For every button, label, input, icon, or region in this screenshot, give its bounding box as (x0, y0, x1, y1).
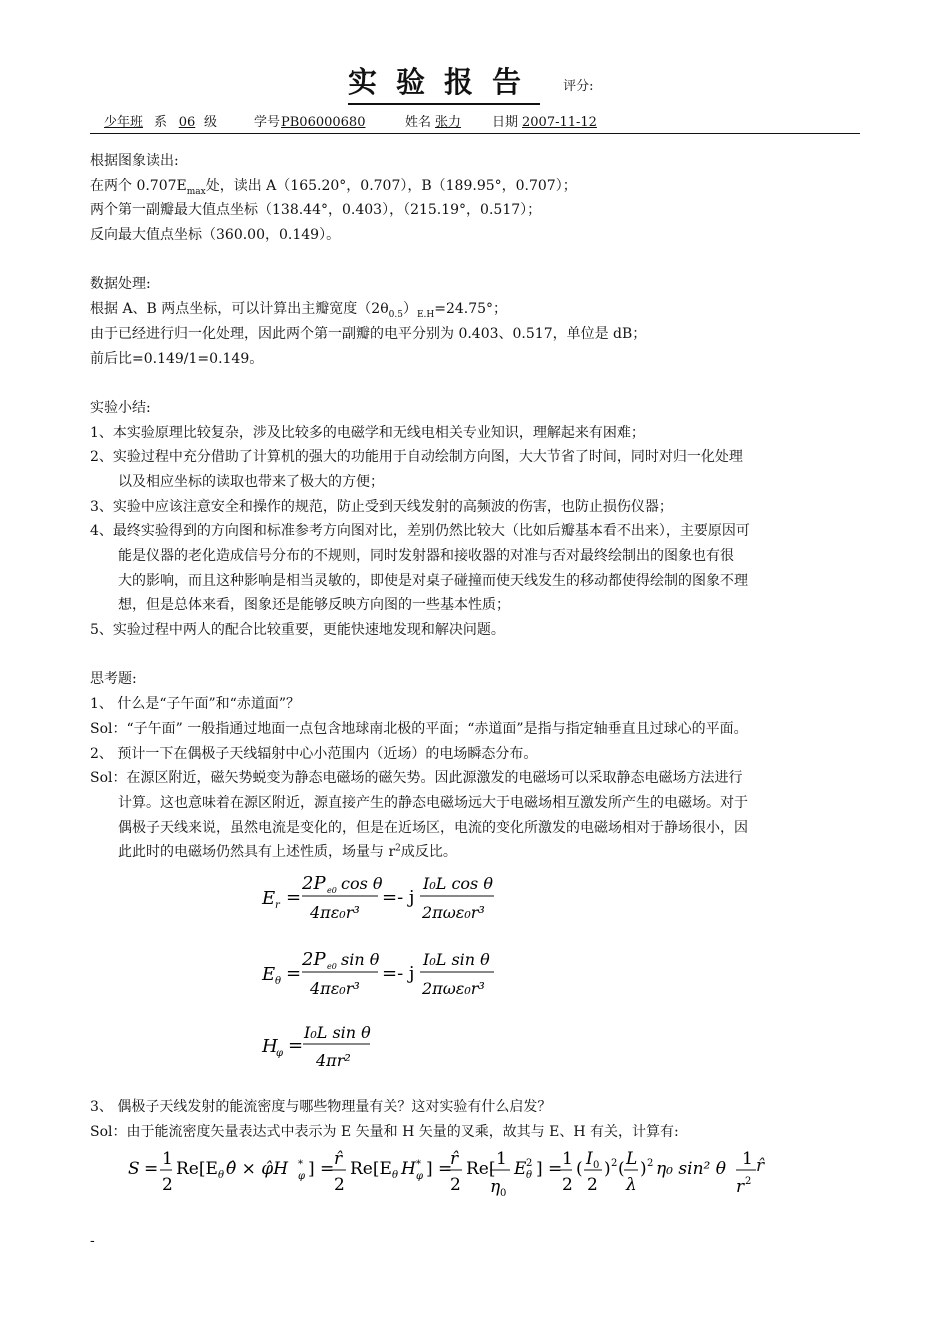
svg-text:I₀L sin θ: I₀L sin θ (423, 950, 490, 969)
svg-text:(: ( (618, 1159, 625, 1179)
svg-text:2P: 2P (302, 873, 326, 894)
svg-text:φ: φ (416, 1171, 424, 1182)
svg-text:*: * (416, 1159, 421, 1170)
formula-er-lhs: E (262, 888, 276, 909)
name-label: 姓名 (405, 115, 432, 130)
svg-text:θ̂ × φ̂H: θ̂ × φ̂H (226, 1159, 289, 1179)
answer-2: Sol：在源区附近，磁矢势蜕变为静态电磁场的磁矢势。因此源激发的电磁场可以采取静态电磁场方法进行 (90, 770, 743, 787)
footer-mark: - (90, 1233, 95, 1249)
svg-text:η₀ sin² θ: η₀ sin² θ (656, 1159, 726, 1179)
svg-text:2: 2 (450, 1175, 461, 1195)
question-3: 3、 偶极子天线发射的能流密度与哪些物理量有关？这对实验有什么启发？ (90, 1099, 552, 1115)
answer-2-cont-1: 计算。这也意味着在源区附近，源直接产生的静态电磁场远大于电磁场相互激发所产生的电磁场。对于 (118, 794, 748, 811)
summary-item-3: 3、实验中应该注意安全和操作的规范，防止受到天线发射的高频波的伤害，也防止损伤仪器； (90, 498, 673, 515)
svg-text:2: 2 (334, 1175, 345, 1195)
svg-text:4πε₀r³: 4πε₀r³ (310, 979, 360, 998)
svg-text:r̂: r̂ (334, 1149, 343, 1169)
svg-text:(: ( (576, 1159, 583, 1179)
svg-text:r: r (275, 900, 280, 911)
report-title: 实验报告 (348, 60, 540, 105)
svg-text:=: = (286, 887, 302, 908)
svg-text:E: E (514, 1159, 527, 1179)
grade-label: 级 (204, 115, 218, 130)
svg-text:Re[E: Re[E (176, 1159, 218, 1179)
processing-line-1: 根据 A、B 两点坐标，可以计算出主瓣宽度$(2\theta_{0.5})_{E.H}=24.75^\circ$； (90, 301, 508, 320)
svg-text:2πωε₀r³: 2πωε₀r³ (422, 979, 485, 998)
svg-text:η: η (490, 1177, 501, 1197)
svg-text:θ: θ (218, 1170, 225, 1181)
report-header (348, 60, 594, 104)
svg-text:2: 2 (647, 1158, 654, 1169)
answer-2-cont-3: 此此时的电磁场仍然具有上述性质，场量与 $r^2$成反比。 (118, 843, 457, 861)
svg-text:1: 1 (496, 1149, 507, 1169)
svg-text:E: E (262, 964, 276, 985)
svg-text:2: 2 (611, 1158, 618, 1169)
svg-text:] =: ] = (536, 1159, 563, 1179)
readings-heading: 根据图象读出: (90, 153, 179, 169)
svg-text:θ: θ (526, 1170, 533, 1181)
report-date: 2007-11-12 (522, 115, 597, 130)
score-label: 评分: (563, 79, 594, 94)
svg-text:=- j: =- j (382, 963, 415, 984)
summary-item-2-cont: 以及相应坐标的读取也带来了极大的方便； (118, 473, 384, 490)
summary-heading: 实验小结: (90, 399, 151, 416)
question-1: 1、 什么是“子午面”和“赤道面”？ (90, 696, 300, 713)
summary-item-4: 4、最终实验得到的方向图和标准参考方向图对比，差别仍然比较大（比如后瓣基本看不出来），主要原因可 (90, 523, 750, 540)
svg-text:2πωε₀r³: 2πωε₀r³ (422, 903, 485, 922)
dept-label: 系 (154, 115, 168, 130)
svg-text:4πε₀r³: 4πε₀r³ (310, 903, 360, 922)
question-2: 2、 预计一下在偶极子天线辐射中心小范围内（近场）的电场瞬态分布。 (90, 745, 538, 762)
formula-er (258, 866, 518, 926)
svg-text:r: r (736, 1177, 745, 1197)
svg-text:cos θ: cos θ (341, 874, 383, 893)
svg-text:φ: φ (276, 1048, 284, 1059)
formula-etheta (258, 942, 518, 1002)
svg-text:2: 2 (526, 1158, 533, 1169)
summary-item-4-cont-2: 大的影响，而且这种影响是相当灵敏的，即使是对桌子碰撞而使天线发生的移动都使得绘制的图象不理 (118, 572, 748, 589)
svg-text:): ) (640, 1159, 647, 1179)
svg-text:2: 2 (162, 1175, 173, 1195)
svg-text:I₀L cos θ: I₀L cos θ (423, 874, 493, 893)
processing-line-3: 前后比=0.149/1=0.149。 (90, 350, 264, 367)
svg-text:λ: λ (626, 1175, 637, 1195)
svg-text:1: 1 (562, 1149, 573, 1169)
formula-poynting-rhat: r̂ (756, 1156, 765, 1176)
svg-text:*: * (298, 1159, 303, 1170)
svg-text:θ: θ (392, 1170, 399, 1181)
svg-text:] =: ] = (426, 1159, 453, 1179)
svg-text:2: 2 (587, 1175, 598, 1195)
svg-text:=: = (144, 1159, 159, 1179)
svg-text:e0: e0 (327, 886, 337, 895)
svg-text:=: = (286, 963, 302, 984)
svg-text:I₀L sin θ: I₀L sin θ (304, 1023, 371, 1042)
readings-line-2: 两个第一副瓣最大值点坐标（138.44°，0.403），（215.19°，0.517）； (90, 202, 542, 219)
summary-item-5: 5、实验过程中两人的配合比较重要，更能快速地发现和解决问题。 (90, 622, 505, 639)
readings-line-1: 在两个 $0.707E_{max}$处，读出 A（165.20°，0.707），B（189.95°，0.707）； (90, 177, 577, 197)
svg-text:] =: ] = (308, 1159, 335, 1179)
report-body (90, 149, 870, 865)
student-name: 张力 (435, 115, 462, 130)
svg-text:r̂: r̂ (450, 1149, 459, 1169)
summary-item-1: 1、本实验原理比较复杂，涉及比较多的电磁学和无线电相关专业知识，理解起来有困难； (90, 424, 645, 441)
svg-text:H: H (262, 1036, 278, 1057)
svg-text:=: = (288, 1035, 304, 1056)
processing-line-2: 由于已经进行归一化处理，因此两个第一副瓣的电平分别为 0.403、0.517，单位是 dB； (90, 325, 647, 342)
student-info-line (90, 111, 860, 134)
svg-text:): ) (604, 1159, 611, 1179)
svg-text:2: 2 (745, 1176, 752, 1187)
svg-text:S: S (128, 1159, 140, 1179)
svg-text:e0: e0 (327, 962, 337, 971)
svg-text:0: 0 (500, 1188, 507, 1199)
readings-line-3: 反向最大值点坐标（360.00，0.149）。 (90, 227, 341, 244)
formula-hphi (258, 1016, 398, 1076)
svg-text:H: H (401, 1159, 416, 1179)
summary-item-4-cont-1: 能是仪器的老化造成信号分布的不规则，同时发射器和接收器的对准与否对最终绘制出的图象也有很 (118, 548, 734, 564)
answer-3: Sol：由于能流密度矢量表达式中表示为 E 矢量和 H 矢量的叉乘，故其与 E、H 有关，计算有: (90, 1123, 679, 1140)
svg-text:2P: 2P (302, 949, 326, 970)
answer-2-cont-2: 偶极子天线来说，虽然电流是变化的，但是在近场区，电流的变化所激发的电磁场相对于静场很小，因 (118, 819, 748, 836)
svg-text:2: 2 (562, 1175, 573, 1195)
class-name: 少年班 (104, 115, 144, 130)
student-id: PB06000680 (281, 115, 366, 130)
svg-text:L: L (626, 1149, 638, 1169)
svg-text:θ: θ (275, 976, 282, 987)
summary-item-4-cont-3: 想，但是总体来看，图象还是能够反映方向图的一些基本性质； (118, 597, 510, 614)
svg-text:sin θ: sin θ (341, 950, 380, 969)
summary-item-2: 2、实验过程中充分借助了计算机的强大的功能用于自动绘制方向图，大大节省了时间，同时对归一化处理 (90, 449, 743, 466)
svg-text:φ: φ (298, 1171, 306, 1182)
answer-1: Sol：“子午面” 一般指通过地面一点包含地球南北极的平面；“赤道面”是指与指定轴垂直且过球心的平面。 (90, 720, 748, 737)
svg-text:I: I (586, 1149, 593, 1169)
svg-text:Re[: Re[ (466, 1159, 496, 1179)
svg-text:=- j: =- j (382, 887, 415, 908)
questions-heading: 思考题: (90, 671, 137, 688)
formula-poynting (124, 1146, 764, 1202)
question-3-block (90, 1095, 870, 1144)
svg-text:1: 1 (162, 1149, 173, 1169)
svg-text:Re[E: Re[E (350, 1159, 392, 1179)
svg-text:4πr²: 4πr² (316, 1051, 351, 1070)
date-label: 日期 (492, 115, 519, 130)
student-id-label: 学号 (254, 115, 281, 130)
processing-heading: 数据处理: (90, 276, 151, 293)
svg-text:1: 1 (742, 1149, 753, 1169)
svg-text:0: 0 (593, 1160, 600, 1171)
grade-value: 06 (178, 115, 196, 130)
